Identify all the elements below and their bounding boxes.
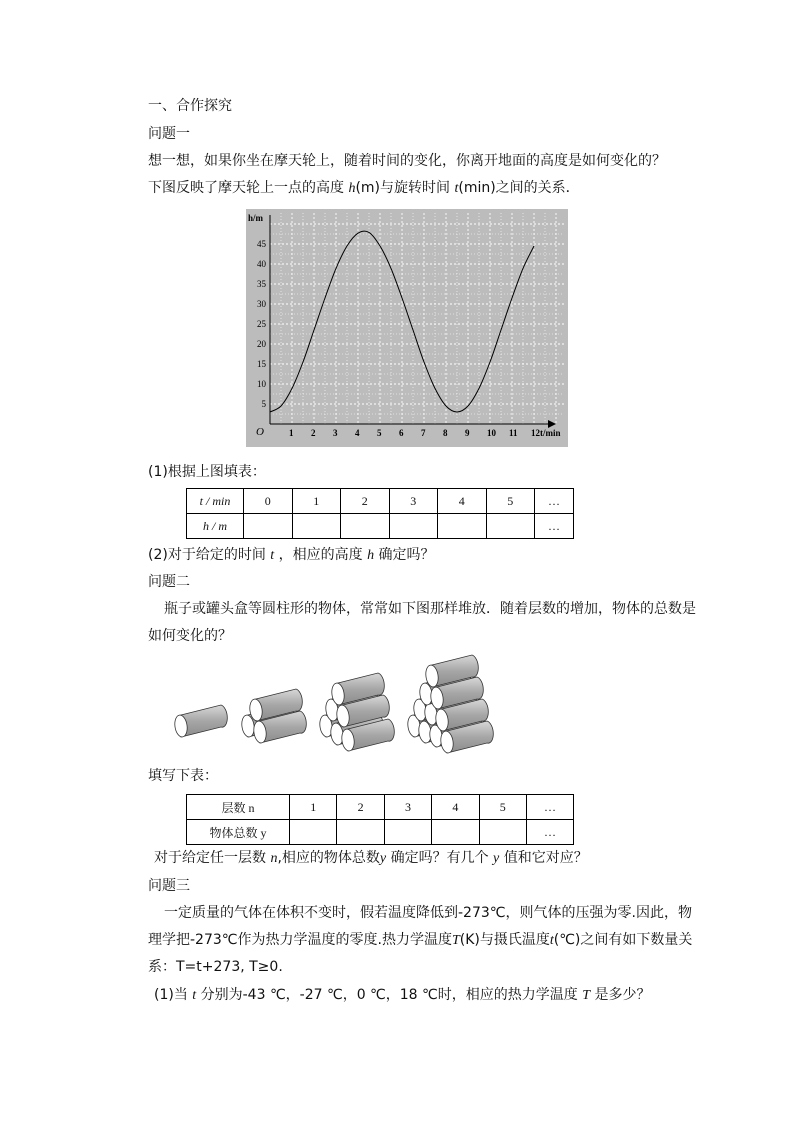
table-cell bbox=[337, 820, 384, 845]
table-cell: 0 bbox=[244, 489, 293, 514]
x-tick-label: 2 bbox=[311, 428, 316, 438]
table-row bbox=[187, 820, 574, 845]
var-y: y bbox=[379, 851, 387, 866]
y-tick-label: 30 bbox=[257, 299, 266, 309]
table-row bbox=[187, 489, 574, 514]
question-3-title: 问题三 bbox=[148, 878, 190, 894]
y-tick-label: 45 bbox=[257, 239, 266, 249]
y-tick-label: 20 bbox=[257, 339, 266, 349]
question-3-line-2 bbox=[148, 930, 692, 951]
q2-ask-a: 对于给定任一层数 bbox=[154, 850, 271, 866]
table-cell: … bbox=[527, 820, 574, 845]
q3-text-c: (℃)之间有如下数量关 bbox=[553, 932, 693, 948]
q1-sub-2 bbox=[148, 545, 435, 566]
table-cell: 3 bbox=[384, 795, 431, 820]
q3-sub1-a: (1)当 bbox=[154, 987, 193, 1003]
var-t: t bbox=[549, 933, 554, 948]
table-cell bbox=[389, 514, 438, 539]
q2-ask-c: 确定吗？有几个 bbox=[386, 850, 494, 866]
q3-text-a: 理学把-273℃作为热力学温度的零度.热力学温度 bbox=[148, 932, 452, 948]
table-cell: 2 bbox=[337, 795, 384, 820]
y-tick-label: 35 bbox=[257, 279, 266, 289]
table-row bbox=[187, 514, 574, 539]
var-h: h bbox=[348, 181, 356, 196]
table-cell bbox=[384, 820, 431, 845]
question-2-line-2: 如何变化的？ bbox=[148, 628, 232, 644]
row-label-layers: 层数 n bbox=[187, 795, 290, 820]
q3-text-b: (K)与摄氏温度 bbox=[459, 932, 550, 948]
table-cell: … bbox=[535, 514, 574, 539]
y-tick-label: 5 bbox=[261, 399, 266, 409]
q1-sub2-c: 确定吗？ bbox=[374, 547, 435, 563]
table-cell: 5 bbox=[486, 489, 535, 514]
table-cell: 1 bbox=[292, 489, 341, 514]
table-cell bbox=[290, 820, 337, 845]
q1-sub-1: (1)根据上图填表： bbox=[148, 464, 266, 480]
row-label-h: h / m bbox=[187, 514, 244, 539]
var-t: t bbox=[192, 988, 197, 1003]
question-3-line-3: 系：T=t+273, T≥0. bbox=[148, 959, 283, 975]
table-cell bbox=[486, 514, 535, 539]
table-cell: 4 bbox=[432, 795, 479, 820]
row-label-total: 物体总数 y bbox=[187, 820, 290, 845]
x-tick-label: 4 bbox=[355, 428, 360, 438]
var-T: T bbox=[451, 933, 460, 948]
question-2-title: 问题二 bbox=[148, 574, 190, 590]
var-t: t bbox=[454, 181, 459, 196]
q3-sub1-c: 是多少？ bbox=[590, 987, 651, 1003]
q1-text-b: (m)与旋转时间 bbox=[355, 180, 455, 196]
q2-ask-b: ,相应的物体总数 bbox=[277, 850, 380, 866]
y-axis-label: h/m bbox=[248, 213, 264, 223]
table-cell bbox=[438, 514, 487, 539]
question-2-ask bbox=[154, 848, 588, 869]
x-tick-label: 11 bbox=[509, 428, 518, 438]
cylinder-group bbox=[173, 655, 493, 754]
table-cell bbox=[479, 820, 526, 845]
y-tick-label: 15 bbox=[257, 359, 266, 369]
q2-ask-d: 值和它对应？ bbox=[499, 850, 588, 866]
question-1-title: 问题一 bbox=[148, 126, 190, 142]
row-label-t: t / min bbox=[187, 489, 244, 514]
table-cell: 4 bbox=[438, 489, 487, 514]
var-h: h bbox=[367, 548, 375, 563]
height-time-chart bbox=[246, 209, 568, 447]
section-heading: 一、合作探究 bbox=[148, 98, 232, 114]
q1-text-a: 下图反映了摩天轮上一点的高度 bbox=[148, 180, 349, 196]
q3-sub1-b: 分别为-43 ℃，-27 ℃，0 ℃，18 ℃时，相应的热力学温度 bbox=[196, 987, 583, 1003]
y-tick-labels bbox=[257, 239, 267, 409]
question-2-line-1: 瓶子或罐头盒等圆柱形的物体，常常如下图那样堆放．随着层数的增加，物体的总数是 bbox=[164, 601, 696, 617]
var-T: T bbox=[582, 988, 591, 1003]
origin-label: O bbox=[256, 426, 264, 438]
table-cell: … bbox=[535, 489, 574, 514]
question-3-sub-1 bbox=[154, 985, 650, 1006]
var-y: y bbox=[493, 851, 500, 866]
layers-count-table bbox=[186, 794, 574, 845]
q1-sub2-b: ，相应的高度 bbox=[274, 547, 368, 563]
y-tick-label: 10 bbox=[257, 379, 266, 389]
var-t: t bbox=[270, 548, 275, 563]
x-tick-label: 3 bbox=[333, 428, 338, 438]
question-1-line-2 bbox=[148, 178, 580, 199]
y-tick-label: 40 bbox=[257, 259, 266, 269]
chart-background bbox=[246, 209, 568, 447]
var-n: n bbox=[270, 851, 278, 866]
question-1-line-1: 想一想，如果你坐在摩天轮上，随着时间的变化，你离开地面的高度是如何变化的？ bbox=[148, 153, 666, 169]
y-tick-label: 25 bbox=[257, 319, 266, 329]
fill-table-instruction: 填写下表： bbox=[148, 768, 218, 784]
table-cell bbox=[432, 820, 479, 845]
x-tick-label: 5 bbox=[377, 428, 382, 438]
table-cell: 1 bbox=[290, 795, 337, 820]
q1-sub2-a: (2)对于给定的时间 bbox=[148, 547, 271, 563]
x-tick-label: 9 bbox=[465, 428, 470, 438]
time-height-table bbox=[186, 488, 574, 539]
table-cell: 2 bbox=[341, 489, 390, 514]
table-cell bbox=[244, 514, 293, 539]
table-row bbox=[187, 795, 574, 820]
table-cell: … bbox=[527, 795, 574, 820]
x-tick-label: 8 bbox=[443, 428, 448, 438]
x-tick-label: 10 bbox=[487, 428, 496, 438]
table-cell: 5 bbox=[479, 795, 526, 820]
x-tick-label: 12 bbox=[531, 428, 540, 438]
cylinder bbox=[173, 705, 227, 738]
cylinder-stacks-illustration bbox=[166, 650, 496, 762]
x-tick-label: 1 bbox=[289, 428, 294, 438]
table-cell bbox=[292, 514, 341, 539]
q1-text-c: (min)之间的关系． bbox=[458, 180, 580, 196]
x-axis-label: t/min bbox=[540, 428, 561, 438]
table-cell: 3 bbox=[389, 489, 438, 514]
table-cell bbox=[341, 514, 390, 539]
x-tick-label: 7 bbox=[421, 428, 426, 438]
x-tick-label: 6 bbox=[399, 428, 404, 438]
question-3-line-1: 一定质量的气体在体积不变时，假若温度降低到-273℃，则气体的压强为零.因此，物 bbox=[164, 905, 692, 921]
